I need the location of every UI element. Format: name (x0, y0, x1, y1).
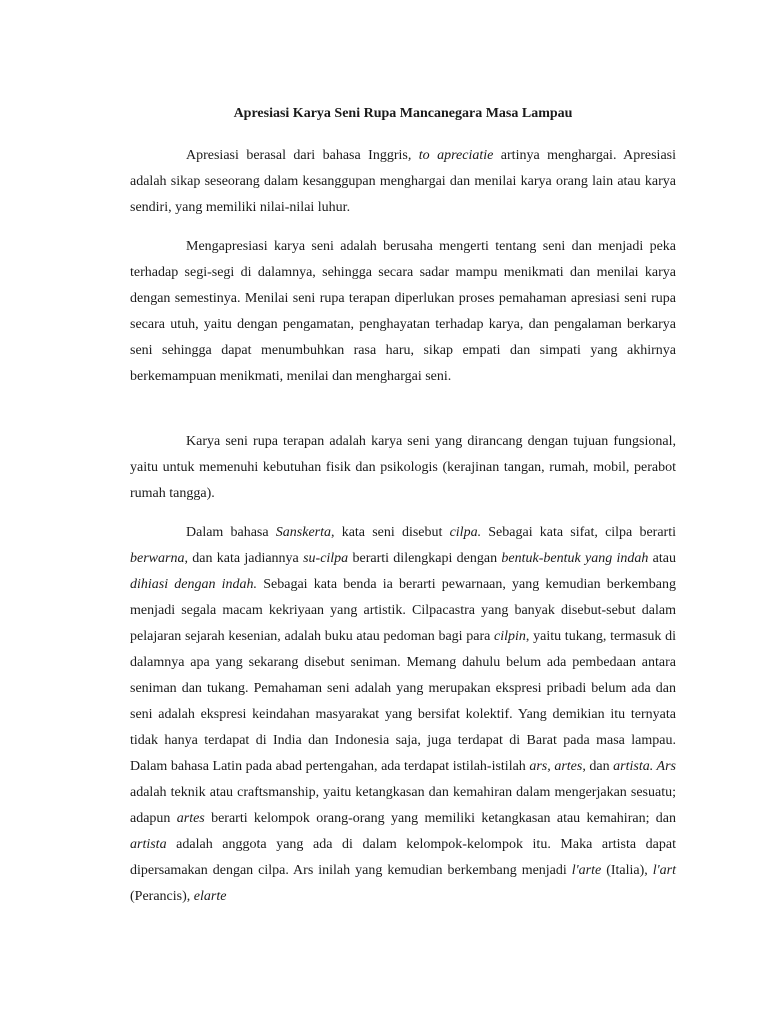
text-run: Mengapresiasi karya seni adalah berusaha mengerti tentang seni dan menjadi peka terhadap segi-segi di dalamnya, sehingga secara sadar mampu menikmati dan menilai karya dengan semestinya. Menilai seni rupa terapan diperlukan proses pemahaman apresiasi seni rupa secara utuh, yaitu dengan pengamatan, penghayatan terhadap karya, dan pengalaman berkarya seni sehingga dapat menumbuhkan rasa haru, sikap empati dan simpati yang akhirnya berkemampuan menikmati, menilai dan menghargai seni. (130, 239, 676, 384)
text-run: , to apreciatie (407, 148, 494, 163)
text-run: artes (176, 811, 205, 826)
document-title: Apresiasi Karya Seni Rupa Mancanegara Masa Lampau (233, 106, 573, 121)
text-run: berarti dilengkapi dengan (348, 551, 502, 566)
text-run: (Italia), (601, 863, 653, 878)
text-run: artista (130, 837, 167, 852)
text-run: l'arte (571, 863, 602, 878)
text-run: Sanskerta (275, 525, 332, 540)
text-run: Dalam bahasa (186, 525, 276, 540)
paragraph-3 (130, 429, 676, 507)
text-run: Sebagai kata benda ia berarti pewarnaan, yang kemudian berkembang menjadi segala macam kekriyaan yang artistik. Cilpacastra yang banyak disebut-sebut dalam pelajaran sejarah kesenian, adalah buku atau pedoman bagi para (130, 577, 676, 644)
text-run: l'art (652, 863, 677, 878)
text-run: adalah teknik atau craftsmanship, yaitu ketangkasan dan kemahiran dalam mengerjakan sesuatu; adapun (130, 785, 676, 826)
text-run: , dan kata jadiannya (184, 551, 304, 566)
text-run: , dan (582, 759, 614, 774)
text-run: Karya seni rupa terapan adalah karya seni yang dirancang dengan tujuan fungsional, yaitu untuk memenuhi kebutuhan fisik dan psikologis (kerajinan tangan, rumah, mobil, perabot rumah tangga). (130, 434, 676, 501)
text-run: , kata seni disebut (331, 525, 450, 540)
paragraph-1 (130, 143, 676, 221)
text-run: su-cilpa (303, 551, 349, 566)
text-run: berwarna (130, 551, 185, 566)
text-run: Apresiasi berasal dari bahasa Inggris (186, 148, 408, 163)
text-run: berarti kelompok orang-orang yang memiliki ketangkasan atau kemahiran; dan (204, 811, 676, 826)
text-run: ars (529, 759, 548, 774)
text-run: Sebagai kata sifat, cilpa berarti (481, 525, 676, 540)
text-run: artista. Ars (613, 759, 676, 774)
text-run: bentuk-bentuk yang indah (501, 551, 649, 566)
paragraph-4 (130, 520, 676, 910)
paragraph-2 (130, 234, 676, 390)
text-run: cilpin (494, 629, 526, 644)
text-run: artes (554, 759, 583, 774)
text-run: adalah anggota yang ada di dalam kelompok-kelompok itu. Maka artista dapat dipersamakan dengan cilpa. Ars inilah yang kemudian berkembang menjadi (130, 837, 676, 878)
text-run: cilpa. (449, 525, 482, 540)
text-run: (Perancis), (130, 889, 194, 904)
text-run: , yaitu tukang, termasuk di dalamnya apa yang sekarang disebut seniman. Memang dahulu belum ada pembedaan antara seniman dan tukang. Pemahaman seni adalah yang merupakan ekspresi pribadi belum ada dan seni adalah ekspresi keindahan masyarakat yang bersifat kolektif. Yang demikian itu ternyata tidak hanya terdapat di India dan Indonesia saja, juga terdapat di Barat pada masa lampau. Dalam bahasa Latin pada abad pertengahan, ada terdapat istilah-istilah (130, 629, 676, 774)
text-run: , (547, 759, 555, 774)
text-run: atau (648, 551, 676, 566)
text-run: elarte (193, 889, 227, 904)
text-run: dihiasi dengan indah. (130, 577, 258, 592)
text-run: artinya menghargai. Apresiasi adalah sikap seseorang dalam kesanggupan menghargai dan menilai karya orang lain atau karya sendiri, yang memiliki nilai-nilai luhur. (130, 148, 676, 215)
